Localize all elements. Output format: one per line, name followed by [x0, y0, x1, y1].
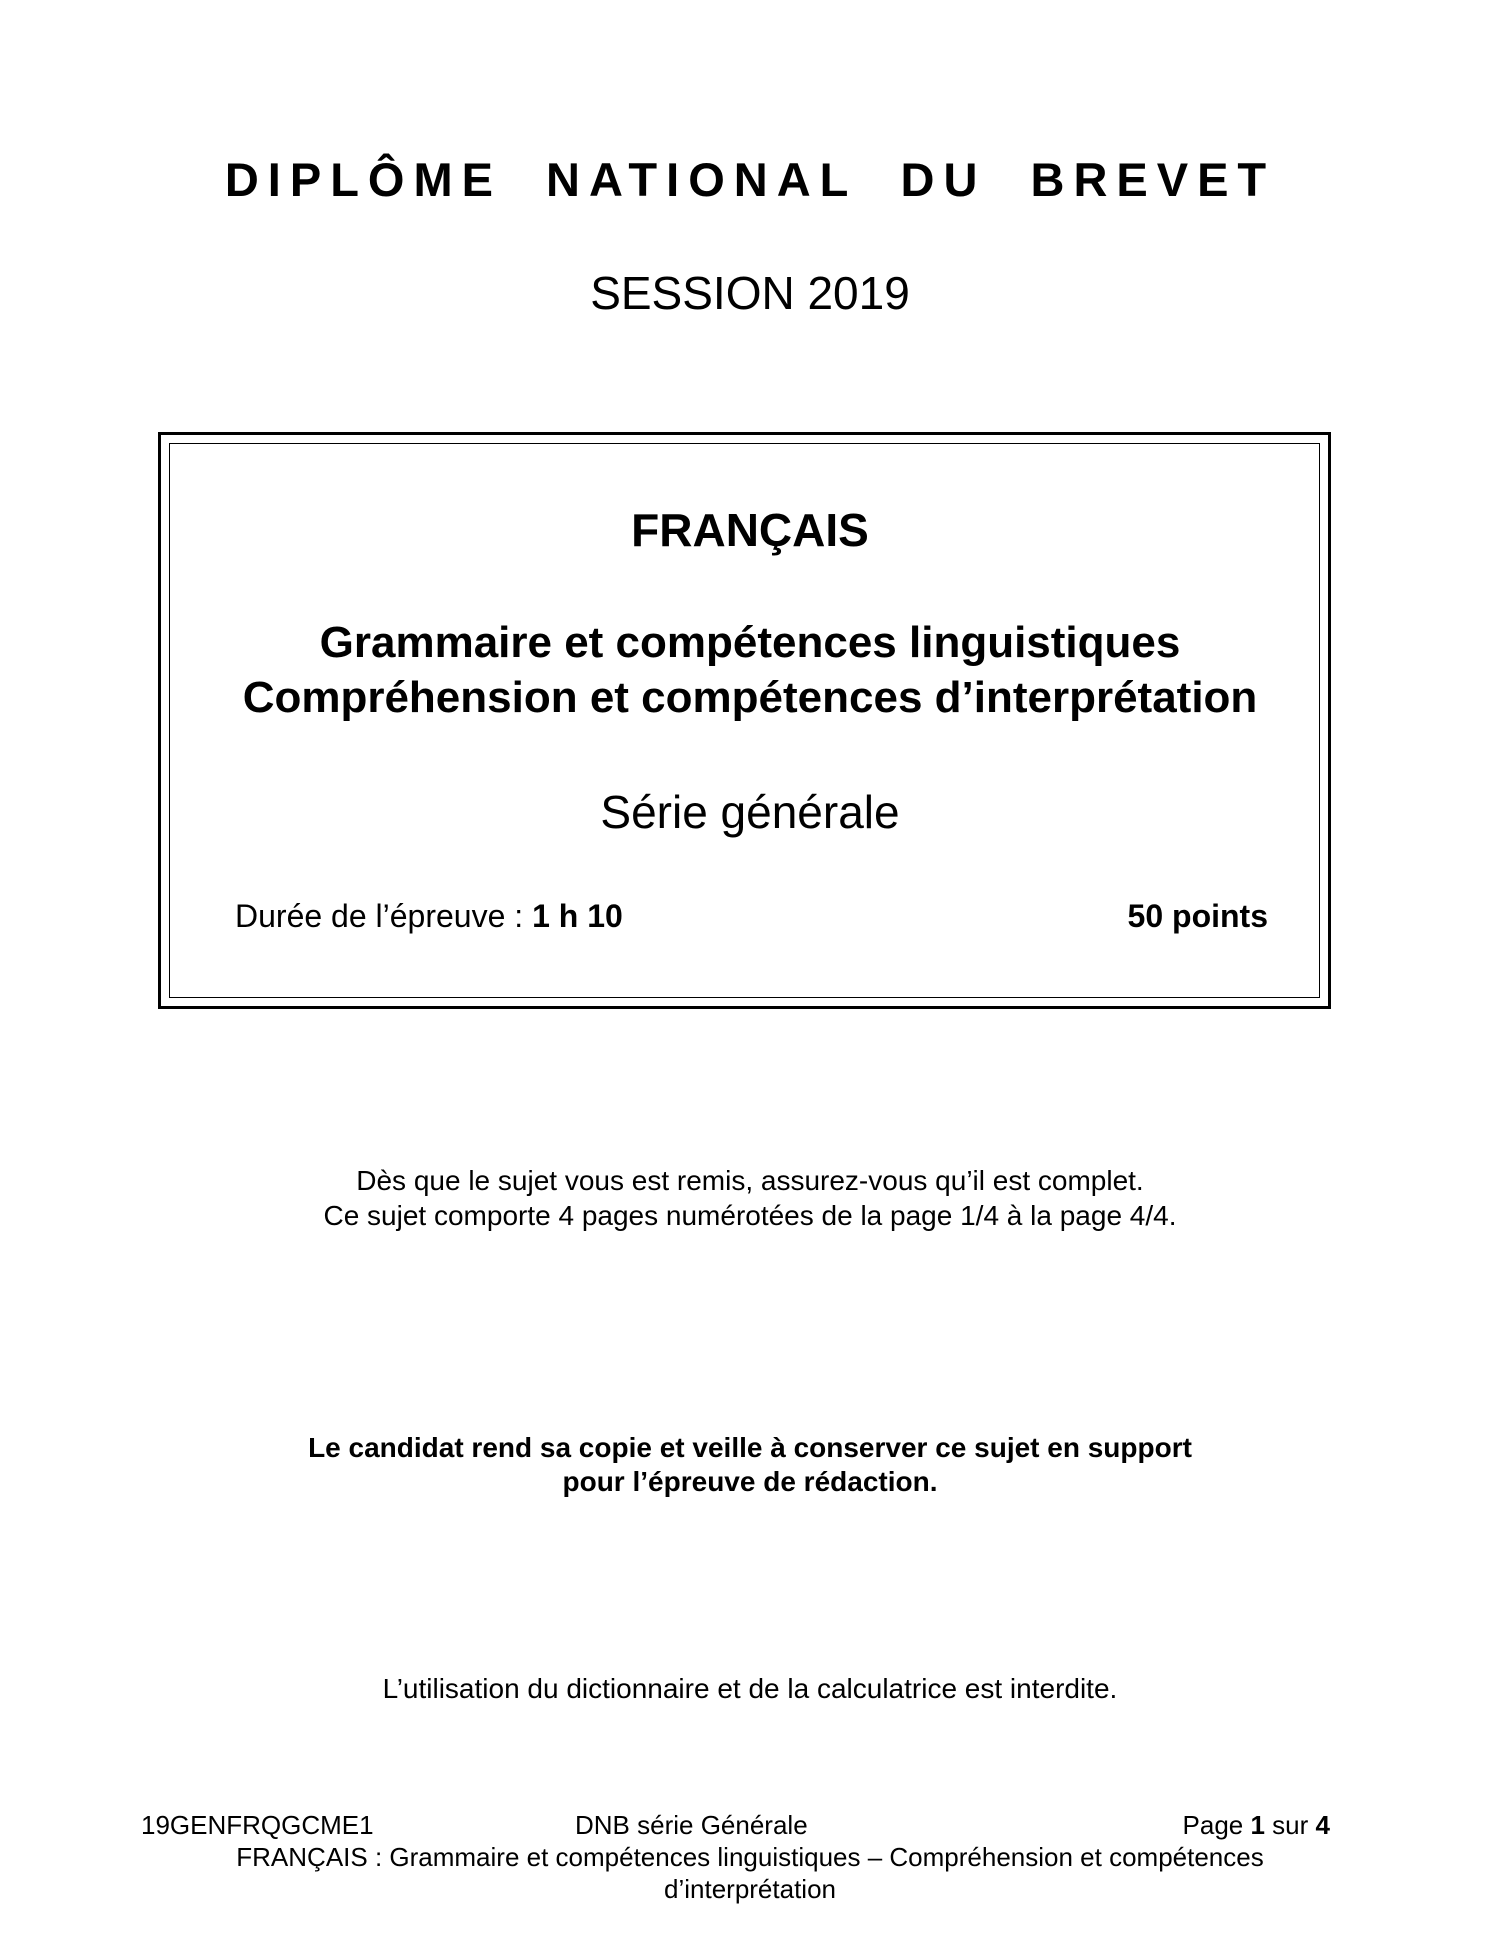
exam-duration-label: Durée de l’épreuve :: [235, 898, 533, 934]
footer-description-line-1: FRANÇAIS : Grammaire et compétences linguistiques – Compréhension et compétences: [236, 1842, 1264, 1872]
footer-exam-code: 19GENFRQGCME1: [141, 1810, 374, 1840]
footer-page-total: 4: [1315, 1810, 1330, 1840]
candidate-note-line-2: pour l’épreuve de rédaction.: [562, 1466, 938, 1497]
exam-series: Série générale: [600, 786, 900, 838]
subject-title: FRANÇAIS: [631, 504, 869, 556]
exam-points: 50 points: [1127, 898, 1268, 934]
footer-page-number: [1183, 1809, 1330, 1841]
session-year: SESSION 2019: [590, 267, 910, 319]
exam-duration-value: 1 h 10: [532, 898, 623, 934]
footer-page-sep: sur: [1264, 1810, 1316, 1840]
page-title: DIPLÔME NATIONAL DU BREVET: [224, 153, 1276, 206]
dictionary-rule: L’utilisation du dictionnaire et de la calculatrice est interdite.: [382, 1673, 1118, 1704]
competence-comprehension: Compréhension et compétences d’interprétation: [242, 673, 1258, 722]
instruction-line-1: Dès que le sujet vous est remis, assurez-vous qu’il est complet.: [356, 1165, 1144, 1196]
footer-series: DNB série Générale: [575, 1810, 808, 1840]
footer-page-current: 1: [1250, 1810, 1265, 1840]
instruction-line-2: Ce sujet comporte 4 pages numérotées de la page 1/4 à la page 4/4.: [323, 1200, 1177, 1231]
footer-description-line-2: d’interprétation: [664, 1874, 836, 1904]
footer-page-label: Page: [1182, 1810, 1251, 1840]
competence-grammar: Grammaire et compétences linguistiques: [319, 618, 1181, 667]
candidate-note-line-1: Le candidat rend sa copie et veille à conserver ce sujet en support: [308, 1432, 1192, 1463]
exam-duration: [235, 896, 623, 936]
